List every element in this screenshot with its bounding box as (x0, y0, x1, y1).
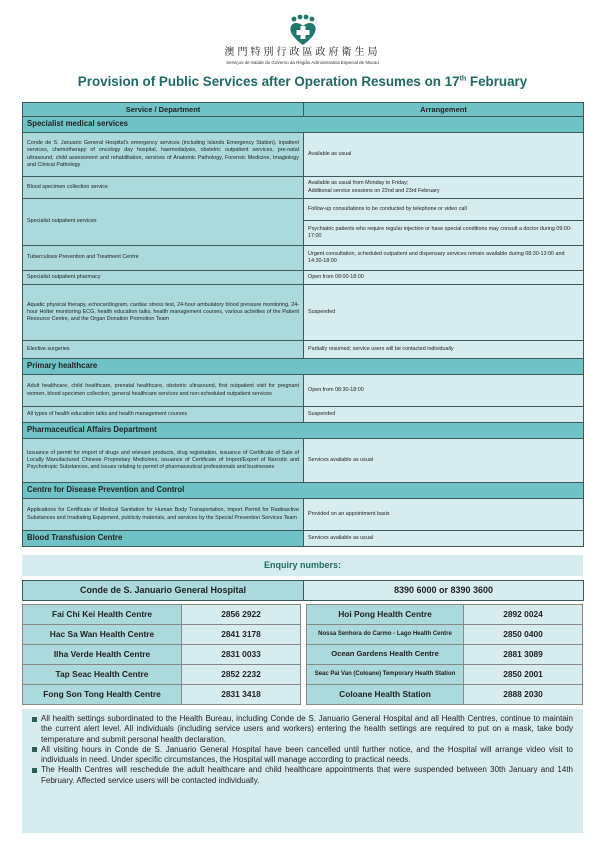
note-item: All visiting hours in Conde de S. Januario General Hospital have been cancelled until further notice, and the Hospital will arrange video visit to individuals in need. Under specific circumstances, the Hospital will manage according to practical needs. (32, 745, 573, 766)
notes-box (22, 709, 583, 833)
note-item: The Health Centres will reschedule the adult healthcare and child healthcare appointments that were suspended between 30th January and 14th February. Affected service users will be contacted individually. (32, 765, 573, 786)
column-header-service: Service / Department (23, 103, 304, 117)
page-title: Provision of Public Services after Operation Resumes on 17th February (77, 74, 528, 89)
section-header: Primary healthcare (23, 359, 584, 375)
centre-name: Hac Sa Wan Health Centre (23, 625, 182, 645)
centre-phone: 2831 0033 (182, 645, 301, 665)
section-header: Pharmaceutical Affairs Department (23, 423, 584, 439)
service-cell: Elective surgeries (23, 341, 304, 359)
section-header: Blood Transfusion Centre (23, 531, 304, 547)
centre-name: Tap Seac Health Centre (23, 665, 182, 685)
centre-phone: 2892 0024 (464, 605, 583, 625)
service-cell: Specialist outpatient pharmacy (23, 271, 304, 285)
centre-name: Ocean Gardens Health Centre (307, 645, 464, 665)
square-bullet-icon (32, 747, 37, 752)
centre-name: Ilha Verde Health Centre (23, 645, 182, 665)
arrangement-cell: Suspended (304, 285, 584, 341)
service-cell: Blood specimen collection service (23, 177, 304, 199)
arrangement-cell: Partially resumed; service users will be contacted individually (304, 341, 584, 359)
arrangement-cell: Available as usual from Monday to Friday; Additional service sessions on 22nd and 23rd February (304, 177, 584, 199)
service-cell: Tuberculosis Prevention and Treatment Centre (23, 246, 304, 271)
arrangement-cell: Open from 08:30-18:00 (304, 375, 584, 407)
arrangement-cell: Suspended (304, 407, 584, 423)
service-cell: Specialist outpatient services (23, 199, 304, 246)
centre-phone: 2888 2030 (464, 685, 583, 705)
org-name-portuguese: Serviços de Saúde do Governo da Região Administrativa Especial de Macau (226, 60, 379, 65)
centre-name: Nossa Senhora do Carmo - Lago Health Centre (307, 625, 464, 645)
arrangement-cell: Available as usual (304, 133, 584, 177)
centre-phone: 2850 2001 (464, 665, 583, 685)
centre-name: Fong Son Tong Health Centre (23, 685, 182, 705)
hospital-enquiry-row (22, 580, 584, 601)
centre-phone: 2881 3089 (464, 645, 583, 665)
section-header: Specialist medical services (23, 117, 584, 133)
centre-phone: 2850 0400 (464, 625, 583, 645)
centre-name: Fai Chi Kei Health Centre (23, 605, 182, 625)
arrangement-cell: Open from 09:00-18:00 (304, 271, 584, 285)
org-name-chinese: 澳門特別行政區政府衛生局 (224, 47, 381, 58)
arrangement-cell: Psychiatric patients who require regular injection or have special conditions may consult a doctor during 09:00-17:00 (304, 221, 584, 246)
services-table (22, 102, 584, 547)
column-header-arrangement: Arrangement (304, 103, 584, 117)
service-cell: Conde de S. Januario General Hospital's emergency services (including Islands Emergency Station), inpatient services, chemotherapy of oncology day hospital, haemodialysis, obstetric outpatient services, pre-natal ultrasound, child assessment and rehabilitation, services of Anatomic Pathology, Forensic Medicine, Imagiology and Clinical Pathology (23, 133, 304, 177)
service-cell: Adult healthcare, child healthcare, prenatal healthcare, obstetric ultrasound, first outpatient visit for pregnant women, blood specimen collection, general healthcare services and non-scheduled outpatient services (23, 375, 304, 407)
health-centres-left (22, 604, 301, 705)
square-bullet-icon (32, 768, 37, 773)
service-cell: Aquatic physical therapy, echocardiogram, cardiac stress test, 24-hour ambulatory blood pressure monitoring, 24-hour Holter monitoring ECG, health education talks, health management courses, various activities of the Patient Resource Centre, and the Organ Donation Promotion Team (23, 285, 304, 341)
arrangement-cell: Services available as usual (304, 439, 584, 483)
hospital-phone: 8390 6000 or 8390 3600 (304, 581, 584, 601)
arrangement-cell: Follow-up consultations to be conducted by telephone or video call (304, 199, 584, 221)
health-centres-right (306, 604, 583, 705)
centre-name: Coloane Health Station (307, 685, 464, 705)
arrangement-cell: Services available as usual (304, 531, 584, 547)
arrangement-cell: Urgent consultation, scheduled outpatient and dispensary services remain available during 08:30-13:00 and 14:30-18:00 (304, 246, 584, 271)
section-header: Centre for Disease Prevention and Control (23, 483, 584, 499)
health-centres-grid (22, 604, 583, 705)
note-item: All health settings subordinated to the Health Bureau, including Conde de S. Januario General Hospital and all Health Centres, continue to maintain the current alert level. All individuals (including service users and workers) entering the health settings are required to put on a mask, take body temperature and submit personal health declaration. (32, 714, 573, 745)
service-cell: Applications for Certificate of Medical Sanitation for Human Body Transportation, Import Permit for Radioactive Substances and Irradiating Equipment, publicity materials, and services by the Special Prevention Services Team (23, 499, 304, 531)
hospital-name: Conde de S. Januario General Hospital (23, 581, 304, 601)
centre-phone: 2831 3418 (182, 685, 301, 705)
enquiry-title: Enquiry numbers: (22, 555, 583, 576)
service-cell: Issuance of permit for import of drugs and relevant products, drug registration, issuance of Certificate of Sale of Locally Manufactured Chinese Proprietary Medicines, issuance of Certificate of Import/Export of Narcotic and Psychotropic Substances, and issues relating to permit of pharmaceutical professionals and businesses (23, 439, 304, 483)
centre-phone: 2856 2922 (182, 605, 301, 625)
service-cell: All types of health education talks and health management courses (23, 407, 304, 423)
arrangement-cell: Provided on an appointment basis (304, 499, 584, 531)
centre-name: Seac Pai Van (Coloane) Temporary Health Station (307, 665, 464, 685)
centre-phone: 2841 3178 (182, 625, 301, 645)
square-bullet-icon (32, 717, 37, 722)
centre-phone: 2852 2232 (182, 665, 301, 685)
health-bureau-logo-icon (288, 14, 318, 46)
centre-name: Hoi Pong Health Centre (307, 605, 464, 625)
